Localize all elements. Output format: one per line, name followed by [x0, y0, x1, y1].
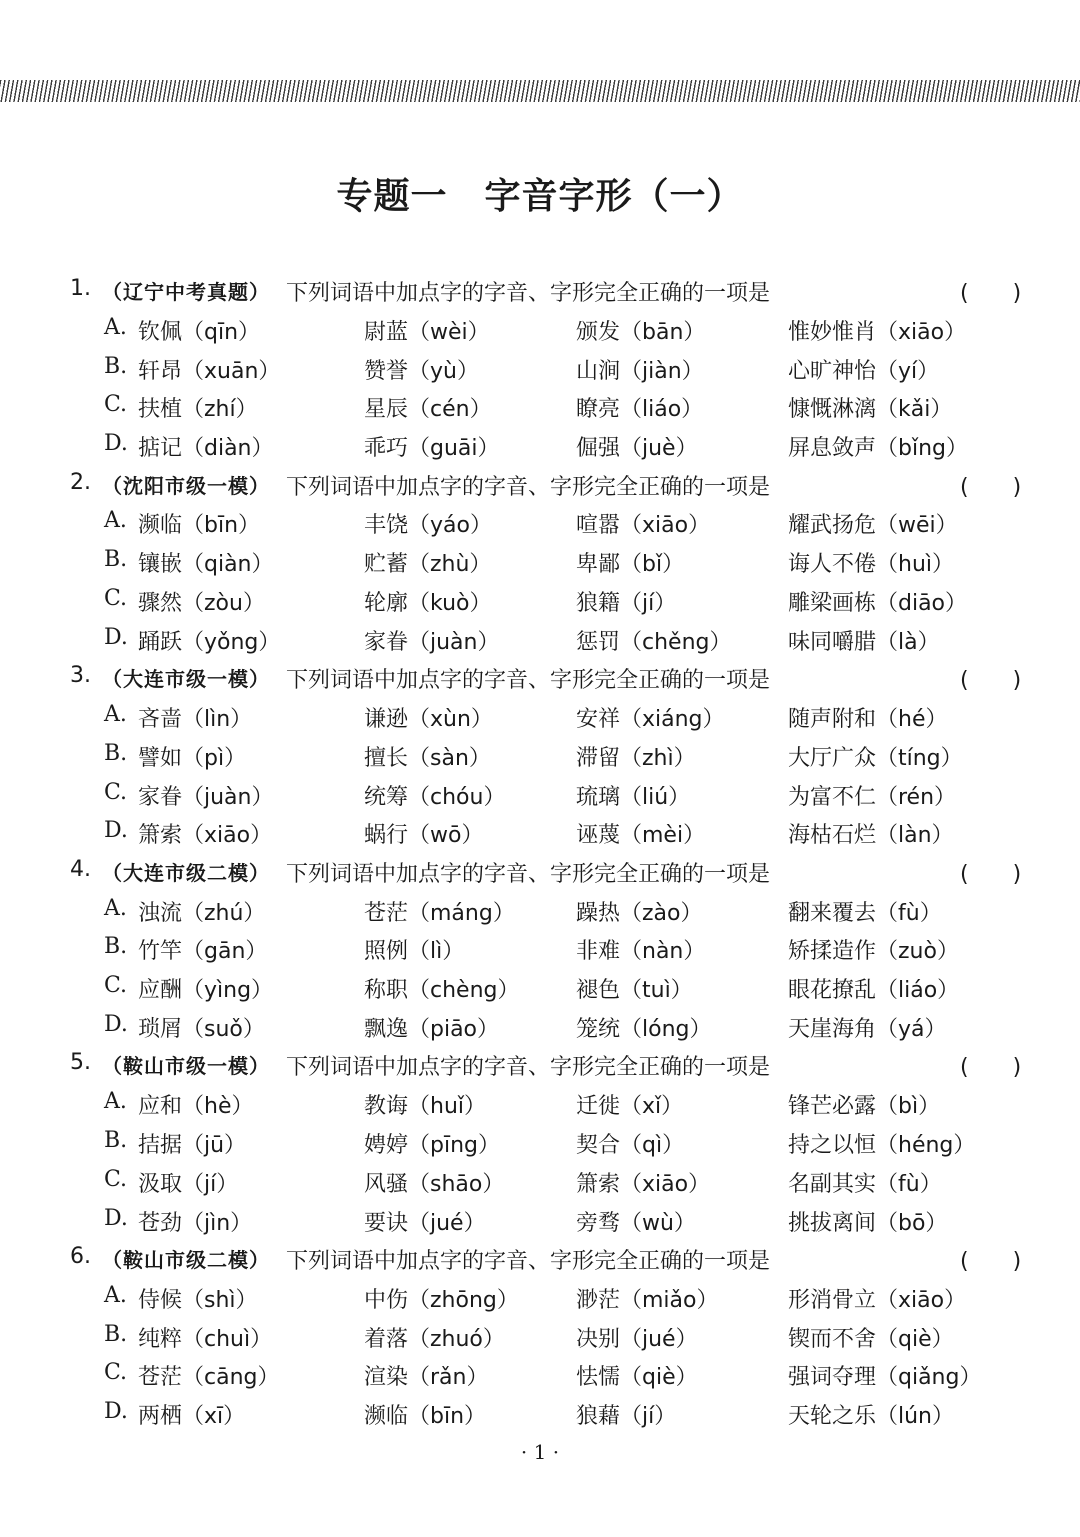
word-item: 擅长（sàn） — [364, 745, 491, 771]
answer-bracket: ( ) — [960, 474, 1022, 500]
option-row — [0, 1206, 1080, 1244]
option-row — [0, 818, 1080, 856]
question-source: （鞍山市级一模） — [102, 1054, 270, 1079]
option-label: A. — [104, 1282, 127, 1308]
option-row — [0, 1128, 1080, 1166]
word-item: 怯懦（qiè） — [576, 1365, 698, 1391]
option-label: D. — [104, 1205, 128, 1231]
word-item: 竹竿（gān） — [138, 939, 268, 965]
word-item: 滞留（zhì） — [576, 745, 696, 771]
question-number: 6. — [70, 1244, 91, 1269]
option-label: C. — [104, 586, 128, 611]
word-item: 颁发（bān） — [576, 319, 706, 345]
option-label: C. — [104, 973, 128, 999]
question-number: 3. — [70, 663, 91, 689]
word-item: 濒临（bīn） — [364, 1404, 487, 1430]
word-item: 心旷神怡（yí） — [788, 358, 940, 384]
option-row — [0, 1283, 1080, 1321]
word-item: 要诀（jué） — [364, 1210, 486, 1236]
option-label: D. — [104, 624, 128, 650]
option-label: C. — [104, 779, 128, 805]
word-item: 轮廓（kuò） — [364, 591, 492, 616]
answer-bracket: ( ) — [960, 1055, 1022, 1081]
word-item: 飘逸（piāo） — [364, 1017, 500, 1042]
option-row — [0, 741, 1080, 779]
question-number: 1. — [70, 276, 91, 301]
word-item: 渺茫（miǎo） — [576, 1287, 719, 1313]
word-item: 镶嵌（qiàn） — [138, 552, 274, 578]
option-label: B. — [104, 547, 128, 573]
option-row — [0, 1167, 1080, 1205]
word-item: 教诲（huǐ） — [364, 1094, 486, 1120]
word-item: 应酬（yìng） — [138, 978, 274, 1004]
option-label: A. — [104, 1089, 127, 1115]
word-item: 为富不仁（rén） — [788, 784, 957, 810]
option-label: D. — [104, 818, 128, 844]
option-label: A. — [104, 314, 127, 340]
word-item: 浊流（zhú） — [138, 900, 266, 926]
word-item: 迁徙（xǐ） — [576, 1094, 684, 1120]
word-item: 翻来覆去（fù） — [788, 900, 942, 926]
word-item: 瞭亮（liáo） — [576, 397, 704, 423]
question-header — [0, 276, 1080, 314]
word-item: 锋芒必露（bì） — [788, 1094, 941, 1120]
question-source: （大连市级一模） — [102, 667, 270, 692]
question-header — [0, 857, 1080, 895]
word-item: 矫揉造作（zuò） — [788, 939, 959, 965]
word-item: 狼藉（jí） — [576, 1404, 677, 1430]
word-item: 卑鄙（bǐ） — [576, 552, 685, 578]
word-item: 惩罚（chěng） — [576, 629, 732, 655]
word-item: 拮据（jū） — [138, 1133, 247, 1158]
word-item: 轩昂（xuān） — [138, 358, 281, 384]
word-item: 渲染（rǎn） — [364, 1365, 489, 1391]
option-label: D. — [104, 431, 128, 457]
word-item: 雕梁画栋（diāo） — [788, 591, 968, 616]
option-label: A. — [104, 895, 127, 921]
word-item: 譬如（pì） — [138, 745, 247, 771]
option-label: A. — [104, 508, 127, 534]
word-item: 汲取（jí） — [138, 1171, 239, 1197]
word-item: 箫索（xiāo） — [138, 823, 273, 849]
word-item: 屏息敛声（bǐng） — [788, 436, 968, 462]
question-source: （沈阳市级一模） — [102, 473, 270, 498]
word-item: 贮蓄（zhù） — [364, 552, 492, 578]
word-item: 挑拔离间（bō） — [788, 1210, 948, 1236]
word-item: 躁热（zào） — [576, 900, 703, 926]
word-item: 蜗行（wō） — [364, 823, 484, 849]
question-header — [0, 663, 1080, 701]
option-row — [0, 934, 1080, 972]
word-item: 味同嚼腊（là） — [788, 629, 940, 655]
question-number: 5. — [70, 1050, 91, 1076]
word-item: 统筹（chóu） — [364, 784, 506, 810]
question-stem: 下列词语中加点字的字音、字形完全正确的一项是 — [286, 1055, 771, 1081]
word-item: 惟妙惟肖（xiāo） — [788, 319, 967, 345]
word-item: 诲人不倦（huì） — [788, 552, 954, 578]
word-item: 称职（chèng） — [364, 978, 520, 1004]
word-item: 应和（hè） — [138, 1094, 254, 1120]
answer-bracket: ( ) — [960, 861, 1022, 887]
option-row — [0, 431, 1080, 469]
word-item: 契合（qì） — [576, 1133, 685, 1158]
word-item: 骤然（zòu） — [138, 591, 265, 616]
option-row — [0, 1360, 1080, 1398]
word-item: 侍候（shì） — [138, 1287, 258, 1313]
word-item: 尉蓝（wèi） — [364, 319, 490, 345]
option-row — [0, 1089, 1080, 1127]
question-number: 4. — [70, 856, 91, 882]
option-row — [0, 547, 1080, 585]
word-item: 笼统（lóng） — [576, 1017, 712, 1042]
word-item: 旁骛（wù） — [576, 1210, 696, 1236]
question-source: （鞍山市级二模） — [102, 1248, 270, 1272]
word-item: 决别（jué） — [576, 1326, 698, 1352]
word-item: 眼花撩乱（liáo） — [788, 978, 960, 1004]
question-header — [0, 1244, 1080, 1282]
option-label: D. — [104, 1012, 128, 1037]
word-item: 纯粹（chuì） — [138, 1326, 273, 1352]
option-row — [0, 508, 1080, 546]
word-item: 箫索（xiāo） — [576, 1171, 711, 1197]
word-item: 家眷（juàn） — [364, 629, 500, 655]
page-title: 专题一 字音字形（一） — [336, 176, 744, 217]
word-item: 琐屑（suǒ） — [138, 1017, 265, 1042]
option-row — [0, 315, 1080, 353]
word-item: 天崖海角（yá） — [788, 1017, 947, 1042]
question-stem: 下列词语中加点字的字音、字形完全正确的一项是 — [286, 1249, 771, 1274]
word-item: 踊跃（yǒng） — [138, 629, 281, 655]
word-item: 耀武扬危（wēi） — [788, 513, 958, 539]
word-item: 乖巧（guāi） — [364, 436, 500, 462]
option-row — [0, 780, 1080, 818]
question-source: （辽宁中考真题） — [102, 280, 270, 304]
word-item: 星辰（cén） — [364, 397, 492, 423]
page-number: · 1 · — [520, 1440, 560, 1464]
word-item: 濒临（bīn） — [138, 513, 261, 539]
option-label: B. — [104, 353, 128, 379]
word-item: 赞誉（yù） — [364, 358, 479, 384]
question-stem: 下列词语中加点字的字音、字形完全正确的一项是 — [286, 474, 771, 500]
word-item: 着落（zhuó） — [364, 1326, 505, 1352]
question-number: 2. — [70, 469, 91, 495]
word-item: 照例（lì） — [364, 939, 465, 965]
word-item: 谦逊（xùn） — [364, 707, 493, 732]
word-item: 大厅广众（tíng） — [788, 745, 963, 771]
word-item: 山涧（jiàn） — [576, 358, 704, 384]
option-row — [0, 702, 1080, 740]
answer-bracket: ( ) — [960, 668, 1022, 694]
answer-bracket: ( ) — [960, 281, 1022, 306]
word-item: 钦佩（qīn） — [138, 319, 261, 345]
option-label: A. — [104, 702, 127, 727]
word-item: 慷慨淋漓（kǎi） — [788, 397, 953, 423]
option-label: B. — [104, 740, 128, 766]
word-item: 随声附和（hé） — [788, 707, 948, 732]
word-item: 娉婷（pīng） — [364, 1133, 500, 1158]
word-item: 诬蔑（mèi） — [576, 823, 706, 849]
question-header — [0, 470, 1080, 508]
option-label: B. — [104, 934, 128, 960]
option-row — [0, 392, 1080, 430]
word-item: 狼籍（jí） — [576, 591, 677, 616]
word-item: 中伤（zhōng） — [364, 1287, 519, 1313]
word-item: 苍劲（jìn） — [138, 1210, 253, 1236]
option-label: C. — [104, 1166, 128, 1192]
word-item: 形消骨立（xiāo） — [788, 1287, 967, 1313]
question-stem: 下列词语中加点字的字音、字形完全正确的一项是 — [286, 281, 771, 306]
word-item: 两栖（xī） — [138, 1404, 246, 1430]
answer-bracket: ( ) — [960, 1249, 1022, 1274]
word-item: 丰饶（yáo） — [364, 513, 492, 539]
option-label: D. — [104, 1399, 128, 1425]
word-item: 非难（nàn） — [576, 939, 706, 965]
word-item: 苍茫（máng） — [364, 900, 515, 926]
word-item: 家眷（juàn） — [138, 784, 274, 810]
option-row — [0, 1399, 1080, 1437]
question-header — [0, 1050, 1080, 1088]
question-stem: 下列词语中加点字的字音、字形完全正确的一项是 — [286, 668, 771, 694]
question-source: （大连市级二模） — [102, 860, 270, 885]
word-item: 海枯石烂（làn） — [788, 823, 954, 849]
word-item: 喧嚣（xiāo） — [576, 513, 711, 539]
option-row — [0, 1012, 1080, 1050]
question-stem: 下列词语中加点字的字音、字形完全正确的一项是 — [286, 861, 771, 887]
option-row — [0, 354, 1080, 392]
word-item: 琉璃（liú） — [576, 784, 691, 810]
option-label: B. — [104, 1321, 128, 1347]
word-item: 天轮之乐（lún） — [788, 1404, 954, 1430]
word-item: 强词夺理（qiǎng） — [788, 1365, 982, 1391]
word-item: 名副其实（fù） — [788, 1171, 942, 1197]
word-item: 风骚（shāo） — [364, 1171, 505, 1197]
word-item: 锲而不舍（qiè） — [788, 1326, 954, 1352]
word-item: 倔强（juè） — [576, 436, 698, 462]
option-row — [0, 625, 1080, 663]
option-label: C. — [104, 1360, 128, 1386]
option-label: C. — [104, 392, 128, 418]
option-row — [0, 586, 1080, 624]
word-item: 褪色（tuì） — [576, 978, 693, 1004]
decorative-hatch-band — [0, 80, 1080, 102]
word-item: 苍茫（cāng） — [138, 1365, 280, 1391]
word-item: 掂记（diàn） — [138, 436, 274, 462]
option-label: B. — [104, 1128, 128, 1153]
option-row — [0, 1322, 1080, 1360]
word-item: 持之以恒（héng） — [788, 1133, 976, 1158]
word-item: 吝啬（lìn） — [138, 707, 253, 732]
word-item: 安祥（xiáng） — [576, 707, 725, 732]
option-row — [0, 896, 1080, 934]
word-item: 扶植（zhí） — [138, 397, 258, 423]
option-row — [0, 973, 1080, 1011]
